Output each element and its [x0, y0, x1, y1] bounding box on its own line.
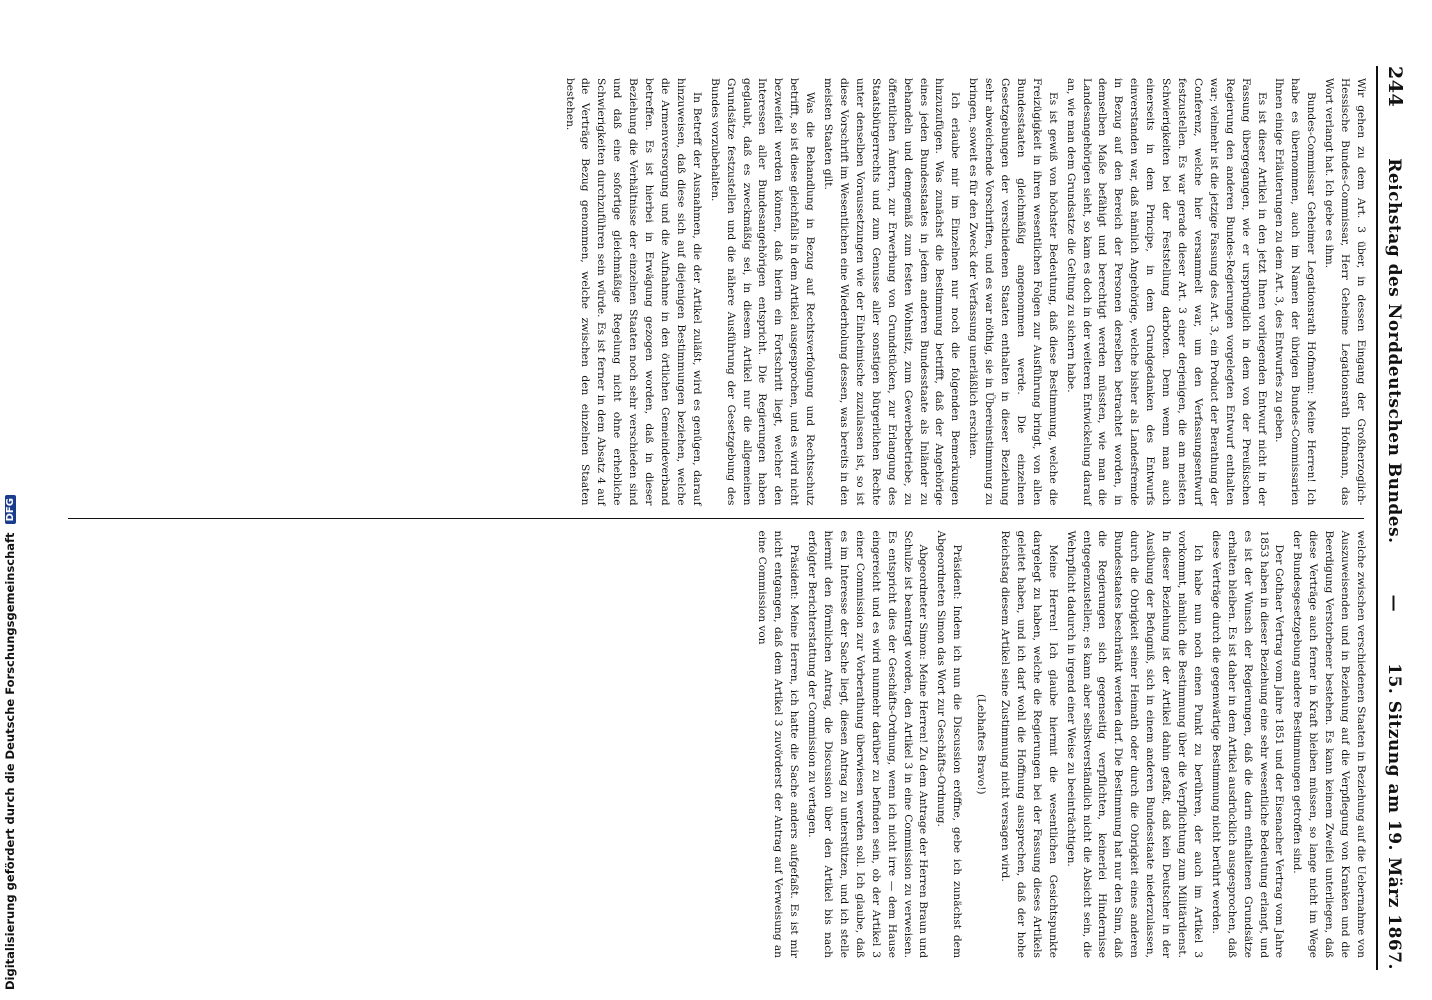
credit-text-rotated — [3, 495, 17, 990]
stage-direction: (Lebhaftes Bravo!) — [975, 693, 988, 795]
right-column — [68, 519, 1368, 971]
paragraph: Präsident: Meine Herren, ich hatte die Sache anders aufgefaßt. Es ist mir nicht entgangen, daß dem Artikel 3 zuvörderst der Antrag auf Verweisung an eine Commission von — [756, 530, 801, 958]
paragraph: welche zwischen verschiedenen Staaten in Beziehung auf die Uebernahme von Auszuweisenden und in Beziehung auf die Verpflegung von Kranken und die Beerdigung Verstorbener bestehen. Es kann keinem Zweifel unterliegen, daß diese Verträge auch ferner in Kraft bleiben müssen, so lange nicht im Wege der Bundesgesetzgebung andere Bestimmungen getroffen sind. — [1291, 530, 1367, 958]
page-number: 244 — [1384, 66, 1406, 108]
paragraph: Abgeordneter Simon: Meine Herren! Zu dem Antrage der Herren Braun und Schulze ist beantragt worden, den Artikel 3 in eine Commission zu verweisen. Es entspricht dies der Geschäfts-Ordnung, wenn ich nicht irre — dem Hause eingereicht und es wird nunmehr darüber zu befinden sein, ob der Artikel 3 einer Commission zur Vorberathung überwiesen werden soll. Ich glaube, daß es im Interesse der Sache liegt, diesen Antrag zu unterstützen, und ich stelle hiermit den förmlichen Antrag, die Discussion über den Artikel bis nach erfolgter Berichterstattung der Commission zu vertagen. — [806, 530, 930, 958]
running-header — [1376, 66, 1406, 970]
left-column — [68, 66, 1368, 518]
paragraph: Wir gehen zu dem Art. 3 über, in dessen Eingang der Großherzoglich-Hessische Bundes-Commissar, Herr Geheime Legationsrath Hofmann, das Wort verlangt hat. Ich gebe es ihm. — [1323, 78, 1367, 506]
paragraph: Der Gothaer Vertrag vom Jahre 1851 und der Eisenacher Vertrag vom Jahre 1853 haben in dieser Beziehung eine sehr wesentliche Bedeutung erlangt, und es ist der Wunsch der Regierungen, daß die darin enthaltenen Grundsätze erhalten bleiben. Es ist daher in dem Artikel ausdrücklich ausgesprochen, daß diese Verträge durch die gegenwärtige Bestimmung nicht berührt werden. — [1209, 530, 1286, 958]
running-title: Reichstag des Norddeutschen Bundes. — [1384, 158, 1404, 544]
paragraph: Präsident: Indem ich nun die Discussion eröffne, gebe ich zunächst dem Abgeordneten Simon das Wort zur Geschäfts-Ordnung. — [935, 530, 964, 958]
paragraph: Bundes-Commissar Geheimer Legationsrath Hofmann: Meine Herren! Ich habe es übernommen, auch im Namen der übrigen Bundes-Commissarien Ihnen einige Erläuterungen zu dem Art. 3, des Entwurfes zu geben. — [1273, 78, 1318, 506]
paragraph: Ich habe nun noch einen Punkt zu berühren, der auch im Artikel 3 vorkommt, nämlich die Bestimmung über die Verpflichtung zum Militärdienst. In dieser Beziehung ist der Artikel dahin gefaßt, daß kein Deutscher in der Ausübung der Befugniß, sich in einem anderen Bundesstaate niederzulassen, durch die Obrigkeit seiner Heimath oder durch die Obrigkeit eines anderen Bundesstaates beschränkt werden darf. Die Bestimmung hat nur den Sinn, daß die Regierungen sich gegenseitig verpflichten, keinerlei Hindernisse entgegenzustellen; es kann aber selbstverständlich nicht die Absicht sein, die Wehrpflicht dadurch in irgend einer Weise zu beeinträchtigen. — [1064, 530, 1204, 958]
credit-text: Digitalisierung gefördert durch die Deutsche Forschungsgemeinschaft — [3, 532, 17, 990]
paragraph: Es ist gewiß von höchster Bedeutung, daß diese Bestimmung, welche die Freizügigkeit in ihren wesentlichen Folgen zur Ausführung bringt, von allen Bundesstaaten gleichmäßig angenommen werde. Die einzelnen Gesetzgebungen der verschiedenen Staaten enthalten in dieser Beziehung sehr abweichende Vorschriften, und es war nöthig, sie in Übereinstimmung zu bringen, soweit es für den Zweck der Verfassung unerläßlich erschien. — [967, 78, 1059, 506]
paragraph: Meine Herren! Ich glaube hiermit die wesentlichen Gesichtspunkte dargelegt zu haben, welche die Regierungen bei der Fassung dieses Artikels geleitet haben, und ich darf wohl die Hoffnung aussprechen, daß der hohe Reichstag diesem Artikel seine Zustimmung nicht versagen wird. — [999, 530, 1059, 958]
paragraph: Es ist dieser Artikel in den jetzt Ihnen vorliegenden Entwurf nicht in der Fassung übergegangen, wie er ursprünglich in dem von der Preußischen Regierung den anderen Bundes-Regierungen vorgelegten Entwurf enthalten war; vielmehr ist die jetzige Fassung des Art. 3, ein Product der Berathung der Conferenz, welche hier versammelt war, um den Verfassungsentwurf festzustellen. Es war gerade dieser Art. 3 einer derjenigen, die am meisten Schwierigkeiten bei der Feststellung darboten. Denn wenn man auch einerseits in dem Principe, in dem Grundgedanken des Entwurfs einverstanden war, daß nämlich Angehörige, welche bisher als Landesfremde in Bezug auf den Bereich der Personen derselben betrachtet worden, in demselben Maße befähigt und berechtigt werden müssten, wie man die Landesangehörigen sieht, so kam es doch in der weiteren Entwickelung darauf an, wie man dem Grundsatze die Geltung zu sichern habe. — [1064, 78, 1268, 506]
digitization-credit — [0, 0, 24, 1000]
session-title: 15. Sitzung am 19. März 1867. — [1384, 663, 1404, 970]
page-rotation-wrapper — [40, 48, 1420, 988]
scanned-page-frame — [40, 48, 1420, 988]
dfg-logo: DFG — [5, 495, 16, 524]
text-columns — [68, 66, 1368, 970]
paragraph: Ich erlaube mir im Einzelnen nur noch die folgenden Bemerkungen hinzuzufügen. Was zunächst die Bestimmung betrifft, daß der Angehörige eines jeden Bundesstaates in jedem anderen Bundesstaate als Inländer zu behandeln und demgemäß zum festen Wohnsitz, zum Gewerbebetriebe, zu öffentlichen Ämtern, zur Erwerbung von Grundstücken, zur Erlangung des Staatsbürgerrechts und zum Genusse aller sonstigen bürgerlichen Rechte unter denselben Voraussetzungen wie der Einheimische zuzulassen ist, so ist diese Vorschrift im Wesentlichen eine Wiederholung dessen, was bereits in den meisten Staaten gilt. — [822, 78, 962, 506]
header-separator: — — [1384, 594, 1404, 613]
scanned-page — [40, 48, 1420, 988]
paragraph: In Betreff der Ausnahmen, die der Artikel zuläßt, wird es genügen, darauf hinzuweisen, daß diese sich auf diejenigen Bestimmungen beziehen, welche die Armenversorgung und die Aufnahme in den örtlichen Gemeindeverband betreffen. Es ist hierbei in Erwägung gezogen worden, daß in dieser Beziehung die Verhältnisse der einzelnen Staaten noch sehr verschieden sind und daß eine sofortige gleichmäßige Regelung nicht ohne erhebliche Schwierigkeiten durchzuführen sein würde. Es ist ferner in dem Absatz 4 auf die Verträge Bezug genommen, welche zwischen den einzelnen Staaten bestehen. — [563, 78, 703, 506]
paragraph: Was die Behandlung in Bezug auf Rechtsverfolgung und Rechtsschutz betrifft, so ist diese gleichfalls in dem Artikel ausgesprochen, und es wird nicht bezweifelt werden können, daß hierin ein Fortschritt liegt, welcher den Interessen aller Bundesangehörigen entspricht. Die Regierungen haben geglaubt, daß es zweckmäßig sei, in diesem Artikel nur die allgemeinen Grundsätze festzustellen und die nähere Ausführung der Gesetzgebung des Bundes vorzubehalten. — [708, 78, 817, 506]
